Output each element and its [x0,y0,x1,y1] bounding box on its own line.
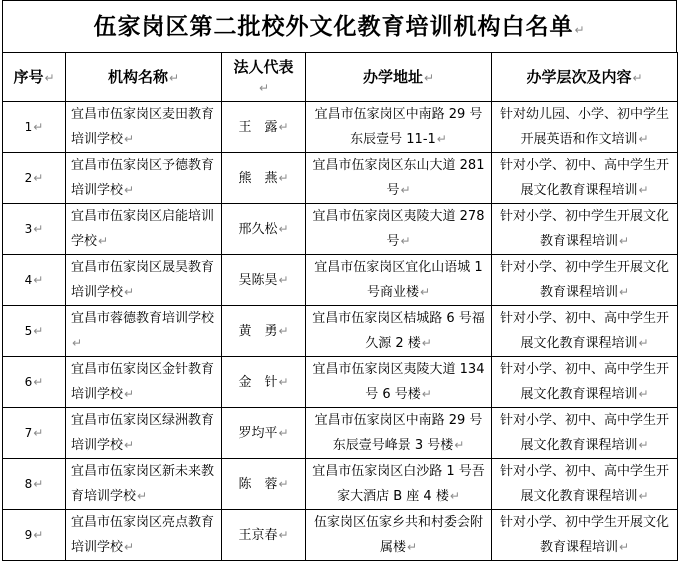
paragraph-mark: ↵ [33,222,44,236]
cell-rep-text: 陈 蓉 [238,476,278,492]
cell-rep [222,306,306,357]
cell-addr-text: 宜昌市伍家岗区夷陵大道 134 号 6 号楼 [312,361,485,402]
cell-no [3,408,66,459]
cell-scope-text: 针对小学、初中、高中学生开展文化教育课程培训 [499,361,669,402]
cell-rep [222,408,306,459]
paragraph-mark: ↵ [278,170,289,185]
header-addr-label: 办学地址 [362,67,423,86]
paragraph-mark: ↵ [33,528,44,542]
cell-scope-text: 针对小学、初中、高中学生开展文化教育课程培训 [499,157,669,198]
cell-no [3,102,66,153]
cell-addr-text: 宜昌市伍家岗区桔城路 6 号福久源 2 楼 [312,310,485,351]
cell-name-text: 宜昌市伍家岗区麦田教育培训学校 [71,106,215,147]
cell-scope [492,357,678,408]
paragraph-mark: ↵ [278,272,289,287]
document-page [2,0,677,561]
paragraph-mark: ↵ [618,539,630,554]
cell-name-text: 宜昌市伍家岗区晟昊教育培训学校 [71,259,215,300]
cell-no-text: 3 [24,222,33,236]
cell-no-text: 1 [24,120,33,134]
table-row [3,357,678,408]
cell-name [66,306,222,357]
paragraph-mark: ↵ [421,335,432,350]
header-addr [306,53,492,102]
paragraph-mark: ↵ [400,233,411,248]
paragraph-mark: ↵ [419,284,431,299]
cell-addr-text: 宜昌市伍家岗区白沙路 1 号吾家大酒店 B 座 4 楼 [312,463,485,504]
cell-rep [222,357,306,408]
paragraph-mark: ↵ [278,476,289,491]
cell-rep-text: 黄 勇 [238,323,278,339]
cell-rep [222,255,306,306]
header-rep-label: 法人代表 [233,57,294,76]
paragraph-mark: ↵ [33,273,44,287]
cell-addr [306,255,492,306]
cell-scope-text: 针对小学、初中学生开展文化教育课程培训 [499,208,669,249]
cell-addr-text: 宜昌市伍家岗区宜化山语城 1 号商业楼 [314,259,483,300]
cell-scope [492,510,678,561]
paragraph-mark: ↵ [44,70,55,85]
cell-scope [492,204,678,255]
paragraph-mark: ↵ [33,171,44,185]
paragraph-mark: ↵ [124,284,135,299]
cell-name [66,357,222,408]
cell-no-text: 2 [24,171,33,185]
cell-no [3,204,66,255]
cell-scope-text: 针对小学、初中、高中学生开展文化教育课程培训 [499,412,669,453]
cell-no [3,153,66,204]
cell-no-text: 4 [24,273,33,287]
cell-rep [222,459,306,510]
document-title [2,0,677,52]
paragraph-mark: ↵ [33,477,44,491]
table-row [3,408,678,459]
paragraph-mark: ↵ [72,335,83,350]
header-name [66,53,222,102]
paragraph-mark: ↵ [632,70,643,85]
paragraph-mark: ↵ [258,80,270,95]
cell-name [66,459,222,510]
paragraph-mark: ↵ [618,233,630,248]
cell-rep [222,510,306,561]
table-row [3,510,678,561]
cell-no-text: 8 [24,477,33,491]
cell-addr [306,357,492,408]
paragraph-mark: ↵ [33,120,44,134]
paragraph-mark: ↵ [574,23,586,37]
cell-addr-text: 宜昌市伍家岗区中南路 29 号东辰壹号 11-1 [314,106,483,147]
header-no-label: 序号 [13,67,44,86]
table-row [3,459,678,510]
cell-no-text: 6 [24,375,33,389]
paragraph-mark: ↵ [449,488,460,503]
cell-rep [222,204,306,255]
paragraph-mark: ↵ [278,425,289,440]
cell-no [3,459,66,510]
cell-scope [492,153,678,204]
cell-rep-text: 邢久松 [238,221,278,237]
paragraph-mark: ↵ [278,323,289,338]
cell-name-text: 宜昌市伍家岗区启能培训学校 [71,208,215,249]
cell-no-text: 5 [24,324,33,338]
paragraph-mark: ↵ [33,375,44,389]
table-row [3,153,678,204]
cell-rep-text: 罗均平 [238,425,278,441]
cell-name-text: 宜昌市伍家岗区亮点教育培训学校 [71,514,215,555]
paragraph-mark: ↵ [168,70,180,85]
paragraph-mark: ↵ [638,335,649,350]
cell-no-text: 9 [24,528,33,542]
table-header-row [3,53,678,102]
cell-name [66,408,222,459]
cell-scope-text: 针对幼儿园、小学、初中学生开展英语和作文培训 [499,106,669,147]
paragraph-mark: ↵ [33,324,44,338]
header-scope [492,53,678,102]
paragraph-mark: ↵ [278,374,289,389]
cell-no [3,255,66,306]
paragraph-mark: ↵ [137,488,148,503]
cell-addr [306,153,492,204]
paragraph-mark: ↵ [124,539,135,554]
cell-name-text: 宜昌市伍家岗区新未来教育培训学校 [71,463,215,504]
cell-rep [222,153,306,204]
cell-scope [492,102,678,153]
cell-scope-text: 针对小学、初中学生开展文化教育课程培训 [499,259,669,300]
cell-no [3,510,66,561]
paragraph-mark: ↵ [436,131,447,146]
cell-rep-text: 王京春 [238,527,278,543]
cell-rep [222,102,306,153]
paragraph-mark: ↵ [638,131,649,146]
paragraph-mark: ↵ [638,182,649,197]
paragraph-mark: ↵ [124,182,135,197]
cell-addr [306,306,492,357]
cell-rep-text: 吴陈昊 [238,272,278,288]
paragraph-mark: ↵ [98,233,109,248]
paragraph-mark: ↵ [278,119,289,134]
cell-addr-text: 宜昌市伍家岗区夷陵大道 278 号 [312,208,485,249]
paragraph-mark: ↵ [618,284,630,299]
cell-no [3,357,66,408]
cell-addr [306,459,492,510]
paragraph-mark: ↵ [454,437,465,452]
cell-addr [306,204,492,255]
paragraph-mark: ↵ [406,539,418,554]
whitelist-table [2,52,678,561]
paragraph-mark: ↵ [421,386,432,401]
cell-scope-text: 针对小学、初中学生开展文化教育课程培训 [499,514,669,555]
cell-name [66,255,222,306]
cell-name [66,204,222,255]
cell-name-text: 宜昌市蓉德教育培训学校 [71,310,215,326]
cell-scope [492,459,678,510]
paragraph-mark: ↵ [638,386,649,401]
cell-name [66,102,222,153]
paragraph-mark: ↵ [33,426,44,440]
table-row [3,255,678,306]
paragraph-mark: ↵ [400,182,411,197]
cell-name-text: 宜昌市伍家岗区予德教育培训学校 [71,157,215,198]
cell-scope-text: 针对小学、初中、高中学生开展文化教育课程培训 [499,310,669,351]
cell-addr-text: 宜昌市伍家岗区中南路 29 号东辰壹号峰景 3 号楼 [314,412,483,453]
cell-addr [306,510,492,561]
document-title-text: 伍家岗区第二批校外文化教育培训机构白名单 [93,14,574,40]
cell-scope [492,255,678,306]
paragraph-mark: ↵ [124,386,135,401]
table-row [3,204,678,255]
table-row [3,102,678,153]
paragraph-mark: ↵ [638,437,649,452]
paragraph-mark: ↵ [638,488,649,503]
cell-name [66,510,222,561]
cell-addr [306,102,492,153]
cell-name-text: 宜昌市伍家岗区金针教育培训学校 [71,361,215,402]
cell-addr [306,408,492,459]
cell-scope-text: 针对小学、初中、高中学生开展文化教育课程培训 [499,463,669,504]
paragraph-mark: ↵ [124,131,135,146]
cell-rep-text: 熊 燕 [238,170,278,186]
cell-addr-text: 宜昌市伍家岗区东山大道 281 号 [312,157,485,198]
paragraph-mark: ↵ [423,70,435,85]
header-scope-label: 办学层次及内容 [526,67,632,86]
header-name-label: 机构名称 [107,67,168,86]
paragraph-mark: ↵ [124,437,135,452]
cell-name-text: 宜昌市伍家岗区绿洲教育培训学校 [71,412,215,453]
cell-addr-text: 伍家岗区伍家乡共和村委会附属楼 [313,514,483,555]
cell-no [3,306,66,357]
cell-name [66,153,222,204]
paragraph-mark: ↵ [278,221,289,236]
header-rep [222,53,306,102]
cell-scope [492,306,678,357]
cell-rep-text: 金 针 [238,374,278,390]
cell-no-text: 7 [24,426,33,440]
paragraph-mark: ↵ [278,527,289,542]
header-no [3,53,66,102]
cell-scope [492,408,678,459]
table-row [3,306,678,357]
cell-rep-text: 王 露 [238,119,278,135]
